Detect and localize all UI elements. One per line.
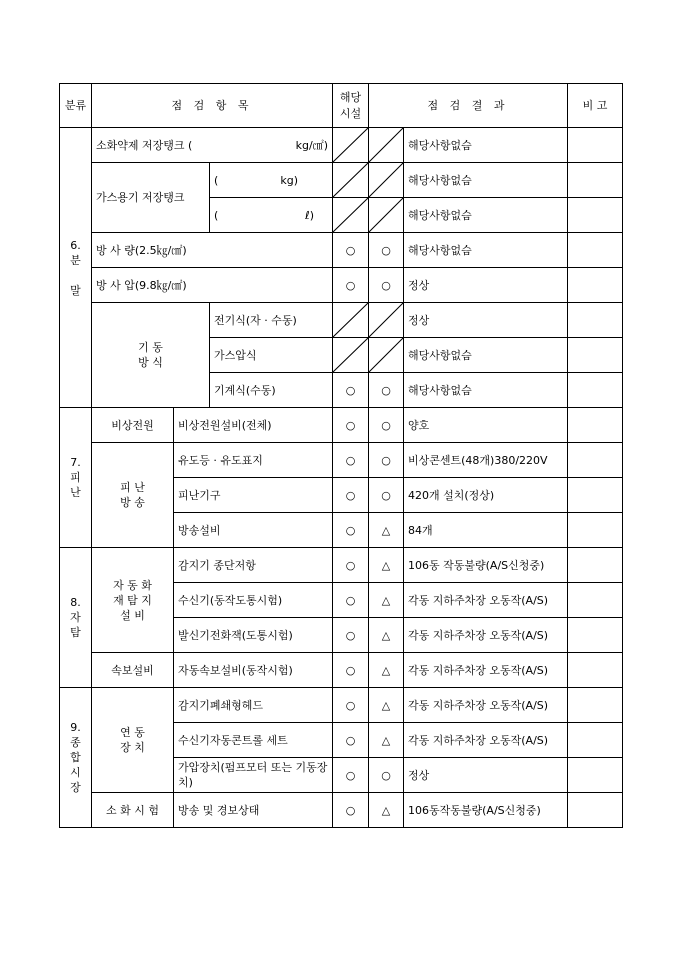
- item-unit: ℓ): [305, 208, 314, 222]
- result-cell: 106동 작동불량(A/S신청중): [404, 548, 568, 583]
- item-text: 소화약제 저장탱크 (: [96, 138, 193, 152]
- status-mark: △: [369, 618, 404, 653]
- remark-cell: [568, 233, 623, 268]
- table-header-row: [60, 84, 623, 128]
- item-receiver-control: 수신기자동콘트롤 세트: [174, 723, 333, 758]
- table-row: [60, 688, 623, 723]
- not-applicable-slash: [333, 338, 369, 373]
- remark-cell: [568, 338, 623, 373]
- result-cell: 각동 지하주차장 오동작(A/S): [404, 618, 568, 653]
- result-cell: 해당사항없슴: [404, 128, 568, 163]
- item-emergency-power: 비상전원설비(전체): [174, 408, 333, 443]
- remark-cell: [568, 758, 623, 793]
- item-unit: kg/㎠): [295, 138, 328, 152]
- status-mark: ○: [369, 478, 404, 513]
- result-cell: 정상: [404, 303, 568, 338]
- item-text: (: [214, 173, 219, 187]
- section-label-text: 분: [70, 253, 81, 267]
- status-mark: △: [369, 793, 404, 828]
- remark-cell: [568, 653, 623, 688]
- item-guide-light: 유도등 · 유도표지: [174, 443, 333, 478]
- status-mark: △: [369, 548, 404, 583]
- group-alarm: 속보설비: [92, 653, 174, 688]
- section-label-text: 말: [70, 283, 81, 297]
- remark-cell: [568, 303, 623, 338]
- section-integrated-label: [60, 688, 92, 828]
- item-gas-tank-kg: [210, 163, 333, 198]
- group-evac-broadcast: [92, 443, 174, 548]
- result-cell: 정상: [404, 268, 568, 303]
- section-label-text: 7.: [70, 456, 81, 469]
- item-gas-tank-liter: [210, 198, 333, 233]
- applicable-mark: ○: [333, 688, 369, 723]
- remark-cell: [568, 513, 623, 548]
- applicable-mark: ○: [333, 583, 369, 618]
- remark-cell: [568, 443, 623, 478]
- header-item: 점 검 항 목: [92, 84, 333, 128]
- remark-cell: [568, 198, 623, 233]
- table-row: [60, 233, 623, 268]
- table-row: [60, 408, 623, 443]
- table-row: [60, 548, 623, 583]
- section-label-text: 6.: [70, 238, 81, 252]
- result-cell: 정상: [404, 758, 568, 793]
- remark-cell: [568, 128, 623, 163]
- table-row: [60, 128, 623, 163]
- result-cell: 84개: [404, 513, 568, 548]
- section-label-text: 자: [70, 611, 81, 624]
- item-gas-tank: 가스용기 저장탱크: [92, 163, 210, 233]
- status-mark: △: [369, 723, 404, 758]
- result-cell: 해당사항없슴: [404, 373, 568, 408]
- section-label-text: 난: [70, 486, 81, 499]
- remark-cell: [568, 583, 623, 618]
- result-cell: 106동작동불량(A/S신청중): [404, 793, 568, 828]
- remark-cell: [568, 268, 623, 303]
- group-extinguish-test: 소 화 시 험: [92, 793, 174, 828]
- not-applicable-slash: [369, 338, 404, 373]
- header-result: 점 검 결 과: [369, 84, 568, 128]
- table-row: [60, 653, 623, 688]
- result-cell: 해당사항없슴: [404, 338, 568, 373]
- result-cell: 해당사항없슴: [404, 163, 568, 198]
- applicable-mark: ○: [333, 443, 369, 478]
- status-mark: △: [369, 583, 404, 618]
- group-label-text: 방 식: [138, 356, 163, 369]
- header-category: 분류: [60, 84, 92, 128]
- status-mark: ○: [369, 408, 404, 443]
- applicable-mark: ○: [333, 478, 369, 513]
- section-label-text: 장: [70, 781, 81, 794]
- remark-cell: [568, 548, 623, 583]
- remark-cell: [568, 408, 623, 443]
- item-mechanical: 기계식(수동): [210, 373, 333, 408]
- item-evac-device: 피난기구: [174, 478, 333, 513]
- item-spray-amount: 방 사 량(2.5㎏/㎠): [92, 233, 333, 268]
- result-cell: 양호: [404, 408, 568, 443]
- remark-cell: [568, 163, 623, 198]
- applicable-mark: ○: [333, 618, 369, 653]
- remark-cell: [568, 793, 623, 828]
- not-applicable-slash: [333, 163, 369, 198]
- status-mark: ○: [369, 443, 404, 478]
- applicable-mark: ○: [333, 548, 369, 583]
- applicable-mark: ○: [333, 268, 369, 303]
- result-cell: 각동 지하주차장 오동작(A/S): [404, 583, 568, 618]
- group-start-method: [92, 303, 210, 408]
- not-applicable-slash: [369, 128, 404, 163]
- section-label-text: 종: [70, 736, 81, 749]
- header-remark: 비 고: [568, 84, 623, 128]
- table-row: [60, 303, 623, 338]
- header-applicable: [333, 84, 369, 128]
- header-applicable-line1: 해당: [339, 90, 362, 104]
- inspection-table: [59, 83, 623, 828]
- applicable-mark: ○: [333, 653, 369, 688]
- section-evac-label: [60, 408, 92, 548]
- result-cell: 각동 지하주차장 오동작(A/S): [404, 688, 568, 723]
- applicable-mark: ○: [333, 758, 369, 793]
- section-fire-detect-label: [60, 548, 92, 688]
- table-row: [60, 163, 623, 198]
- item-unit: kg): [280, 173, 298, 187]
- remark-cell: [568, 688, 623, 723]
- result-cell: 420개 설치(정상): [404, 478, 568, 513]
- section-label-text: 피: [70, 471, 81, 484]
- status-mark: ○: [369, 233, 404, 268]
- not-applicable-slash: [369, 163, 404, 198]
- not-applicable-slash: [333, 128, 369, 163]
- status-mark: ○: [369, 268, 404, 303]
- item-broadcast-alarm: 방송 및 경보상태: [174, 793, 333, 828]
- item-pressure-device: 가압장치(펌프모터 또는 기동장치): [174, 758, 333, 793]
- section-powder-label: [60, 128, 92, 408]
- header-applicable-line2: 시설: [339, 106, 362, 120]
- not-applicable-slash: [333, 303, 369, 338]
- item-transmitter: 발신기전화잭(도통시험): [174, 618, 333, 653]
- applicable-mark: ○: [333, 723, 369, 758]
- section-label-text: 합: [70, 751, 81, 764]
- remark-cell: [568, 618, 623, 653]
- item-broadcast: 방송설비: [174, 513, 333, 548]
- item-spray-pressure: 방 사 압(9.8㎏/㎠): [92, 268, 333, 303]
- item-alarm: 자동속보설비(동작시험): [174, 653, 333, 688]
- item-electric: 전기식(자 · 수동): [210, 303, 333, 338]
- group-label-text: 피 난: [120, 481, 145, 494]
- status-mark: △: [369, 688, 404, 723]
- item-gas-pressure: 가스압식: [210, 338, 333, 373]
- result-cell: 비상콘센트(48개)380/220V: [404, 443, 568, 478]
- table-row: [60, 268, 623, 303]
- item-agent-tank: [92, 128, 333, 163]
- applicable-mark: ○: [333, 373, 369, 408]
- remark-cell: [568, 373, 623, 408]
- applicable-mark: ○: [333, 513, 369, 548]
- status-mark: ○: [369, 373, 404, 408]
- group-label-text: 연 동: [120, 726, 145, 739]
- result-cell: 각동 지하주차장 오동작(A/S): [404, 653, 568, 688]
- item-sensor: 감지기 종단저항: [174, 548, 333, 583]
- applicable-mark: ○: [333, 233, 369, 268]
- remark-cell: [568, 723, 623, 758]
- section-label-text: 탐: [70, 626, 81, 639]
- group-interlock: [92, 688, 174, 793]
- status-mark: ○: [369, 758, 404, 793]
- section-label-text: 시: [70, 766, 81, 779]
- group-label-text: 방 송: [120, 496, 145, 509]
- remark-cell: [568, 478, 623, 513]
- not-applicable-slash: [369, 198, 404, 233]
- section-label-text: 8.: [70, 596, 81, 609]
- group-label-text: 자 동 화: [113, 578, 152, 592]
- item-text: (: [214, 208, 219, 222]
- not-applicable-slash: [333, 198, 369, 233]
- item-shutter: 감지기폐쇄형헤드: [174, 688, 333, 723]
- status-mark: △: [369, 653, 404, 688]
- item-receiver: 수신기(동작도통시험): [174, 583, 333, 618]
- not-applicable-slash: [369, 303, 404, 338]
- group-emergency-power: 비상전원: [92, 408, 174, 443]
- result-cell: 해당사항없슴: [404, 233, 568, 268]
- group-label-text: 설 비: [120, 608, 145, 622]
- result-cell: 각동 지하주차장 오동작(A/S): [404, 723, 568, 758]
- section-label-text: 9.: [70, 721, 81, 734]
- group-label-text: 장 치: [120, 741, 145, 754]
- status-mark: △: [369, 513, 404, 548]
- group-label-text: 재 탐 지: [113, 593, 152, 607]
- result-cell: 해당사항없슴: [404, 198, 568, 233]
- applicable-mark: ○: [333, 408, 369, 443]
- group-fire-detect: [92, 548, 174, 653]
- group-label-text: 기 동: [138, 341, 163, 354]
- table-row: [60, 793, 623, 828]
- applicable-mark: ○: [333, 793, 369, 828]
- table-row: [60, 443, 623, 478]
